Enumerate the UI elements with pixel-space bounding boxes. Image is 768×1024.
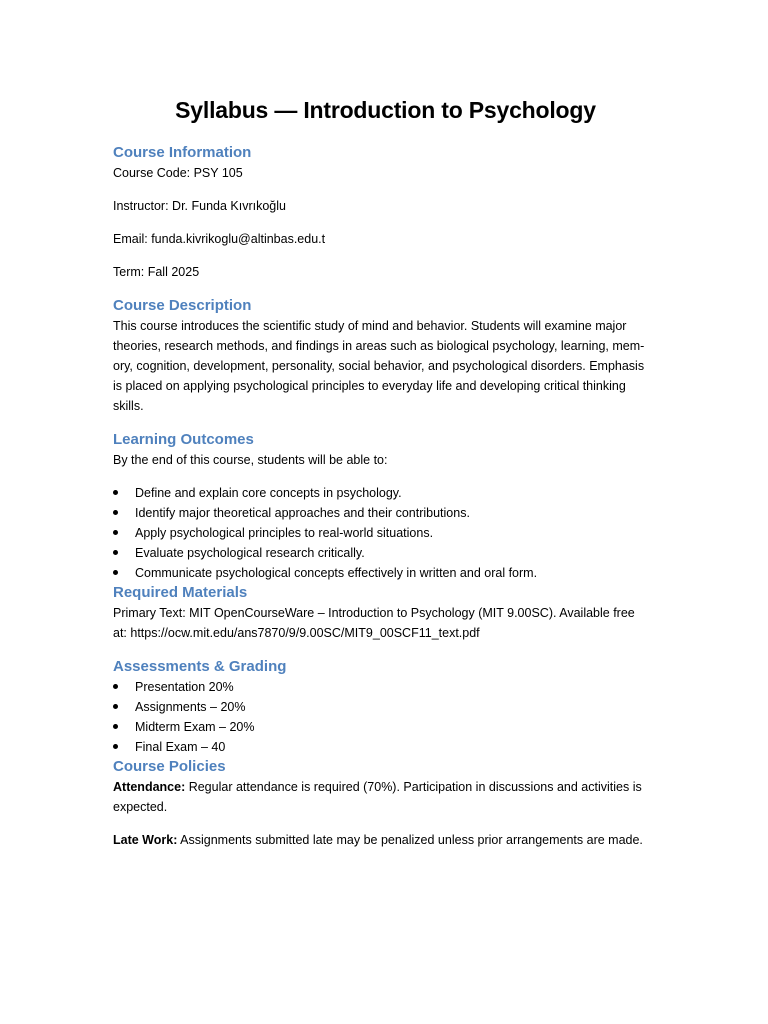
- assessments-list: [113, 677, 658, 757]
- list-item: [113, 523, 658, 543]
- late-work-label: Late Work:: [113, 833, 178, 847]
- list-item-text: Final Exam – 40: [135, 740, 226, 754]
- list-item: [113, 503, 658, 523]
- list-item: [113, 543, 658, 563]
- bullet-icon: [113, 510, 118, 515]
- section-heading-course-information: Course Information: [113, 144, 252, 161]
- bullet-icon: [113, 530, 118, 535]
- section-heading-required-materials: Required Materials: [113, 584, 248, 601]
- list-item: [113, 677, 658, 697]
- description-line: ory, cognition, development, personality, social behavior, and psychological disorders. Emphasis: [113, 359, 645, 373]
- required-materials-text: [113, 603, 658, 643]
- section-heading-course-description: Course Description: [113, 297, 252, 314]
- bullet-icon: [113, 684, 118, 689]
- section-heading-course-policies: Course Policies: [113, 758, 226, 775]
- course-description-text: [113, 316, 658, 416]
- attendance-policy: [113, 777, 658, 817]
- description-line: is placed on applying psychological principles to everyday life and developing critical thinking: [113, 379, 626, 393]
- page-title: Syllabus — Introduction to Psychology: [175, 97, 596, 123]
- learning-outcomes-intro: By the end of this course, students will be able to:: [113, 453, 388, 467]
- list-item-text: Apply psychological principles to real-world situations.: [135, 526, 434, 540]
- list-item-text: Midterm Exam – 20%: [135, 720, 255, 734]
- list-item-text: Define and explain core concepts in psychology.: [135, 486, 402, 500]
- late-work-text: Assignments submitted late may be penalized unless prior arrangements are made.: [177, 833, 643, 847]
- instructor: Instructor: Dr. Funda Kıvrıkoğlu: [113, 199, 286, 213]
- materials-line: at: https://ocw.mit.edu/ans7870/9/9.00SC/MIT9_00SCF11_text.pdf: [113, 626, 480, 640]
- materials-line: Primary Text: MIT OpenCourseWare – Introduction to Psychology (MIT 9.00SC). Available free: [113, 606, 635, 620]
- learning-outcomes-list: [113, 483, 658, 583]
- description-line: This course introduces the scientific study of mind and behavior. Students will examine major: [113, 319, 627, 333]
- bullet-icon: [113, 744, 118, 749]
- list-item: [113, 717, 658, 737]
- list-item-text: Presentation 20%: [135, 680, 234, 694]
- bullet-icon: [113, 550, 118, 555]
- attendance-line: expected.: [113, 800, 168, 814]
- attendance-label: Attendance:: [113, 780, 186, 794]
- list-item-text: Communicate psychological concepts effectively in written and oral form.: [135, 566, 538, 580]
- bullet-icon: [113, 570, 118, 575]
- late-work-policy: [113, 830, 658, 850]
- description-line: skills.: [113, 399, 144, 413]
- list-item: [113, 737, 658, 757]
- document-body: [113, 94, 658, 850]
- bullet-icon: [113, 704, 118, 709]
- bullet-icon: [113, 490, 118, 495]
- list-item-text: Evaluate psychological research critically.: [135, 546, 365, 560]
- attendance-line: [113, 777, 658, 797]
- term: Term: Fall 2025: [113, 265, 200, 279]
- list-item: [113, 697, 658, 717]
- description-line: theories, research methods, and findings in areas such as biological psychology, learning, mem-: [113, 339, 645, 353]
- bullet-icon: [113, 724, 118, 729]
- list-item-text: Assignments – 20%: [135, 700, 246, 714]
- attendance-text: Regular attendance is required (70%). Participation in discussions and activities is: [185, 780, 642, 794]
- section-heading-assessments: Assessments & Grading: [113, 658, 287, 675]
- course-code: Course Code: PSY 105: [113, 166, 243, 180]
- email: Email: funda.kivrikoglu@altinbas.edu.t: [113, 232, 326, 246]
- list-item: [113, 483, 658, 503]
- section-heading-learning-outcomes: Learning Outcomes: [113, 431, 254, 448]
- list-item-text: Identify major theoretical approaches and their contributions.: [135, 506, 470, 520]
- list-item: [113, 563, 658, 583]
